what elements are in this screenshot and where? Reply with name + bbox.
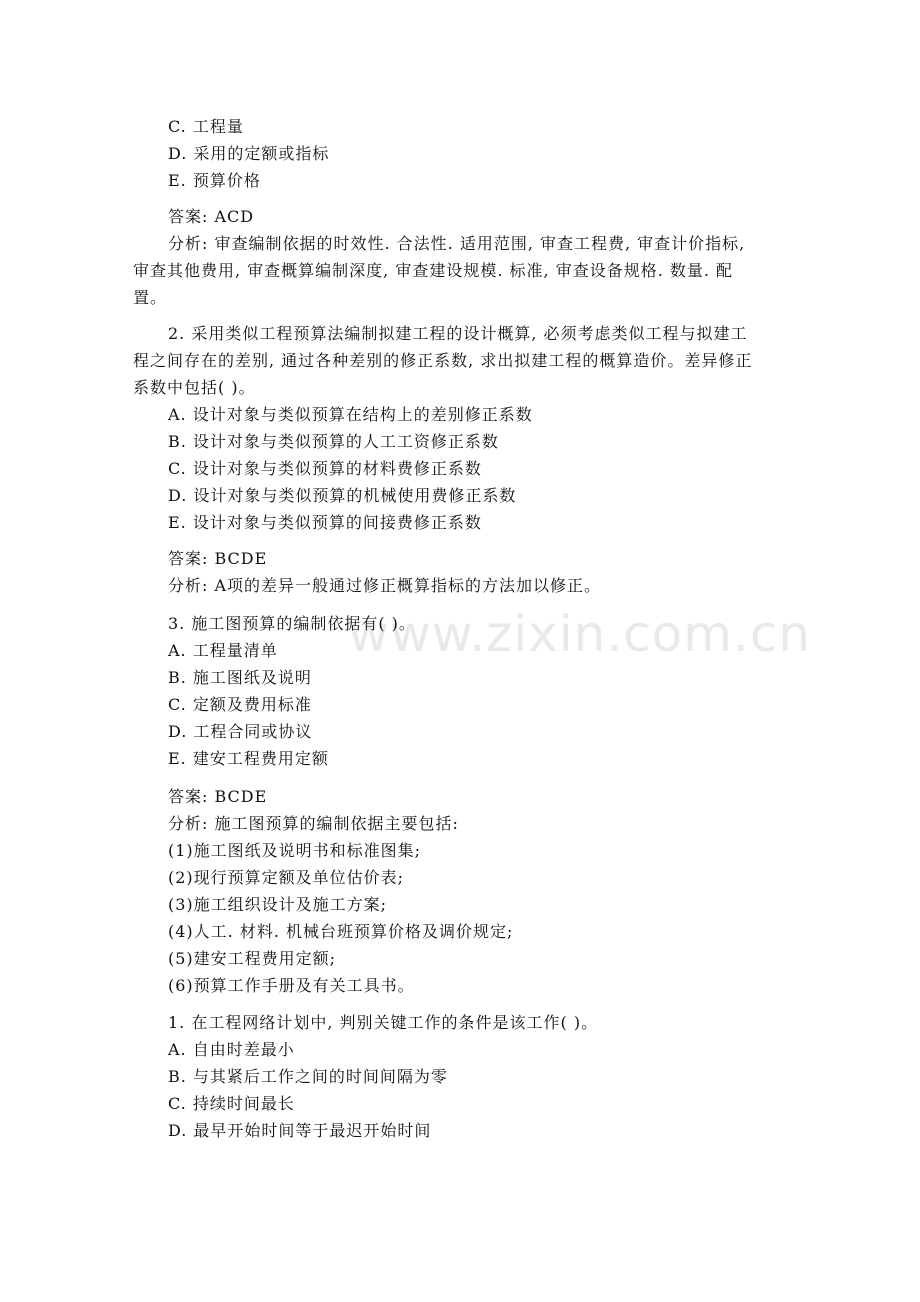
question-text: 1. 在工程网络计划中, 判别关键工作的条件是该工作( )。 <box>168 1013 599 1032</box>
question-text: 2. 采用类似工程预算法编制拟建工程的设计概算, 必须考虑类似工程与拟建工 <box>168 324 748 343</box>
option-d-text: D. 工程合同或协议 <box>168 722 313 741</box>
option-a-text: A. 工程量清单 <box>168 641 278 660</box>
option-c-text: C. 持续时间最长 <box>168 1094 295 1113</box>
option-e-text: E. 预算价格 <box>168 171 261 190</box>
watermark: www.zixin.com.cn <box>348 605 812 663</box>
analysis-text: 分析: 施工图预算的编制依据主要包括: <box>168 814 459 833</box>
analysis-text: 置。 <box>133 288 168 307</box>
option-e-text: E. 建安工程费用定额 <box>168 749 329 768</box>
analysis-text: 审查其他费用, 审查概算编制深度, 审查建设规模. 标准, 审查设备规格. 数量. 配 <box>133 261 734 280</box>
option-c-text: C. 定额及费用标准 <box>168 695 312 714</box>
option-d-text: D. 最早开始时间等于最迟开始时间 <box>168 1121 432 1140</box>
analysis-text: 分析: A项的差异一般通过修正概算指标的方法加以修正。 <box>168 576 602 595</box>
answer-text: 答案: BCDE <box>168 787 268 806</box>
answer-text: 答案: BCDE <box>168 549 268 568</box>
analysis-list-item: (3)施工组织设计及施工方案; <box>168 895 388 914</box>
analysis-list-item: (2)现行预算定额及单位估价表; <box>168 868 405 887</box>
question-text: 程之间存在的差别, 通过各种差别的修正系数, 求出拟建工程的概算造价。差异修正 <box>133 351 753 370</box>
answer-text: 答案: ACD <box>168 207 255 226</box>
question-text: 系数中包括( )。 <box>133 378 256 397</box>
analysis-list-item: (6)预算工作手册及有关工具书。 <box>168 976 415 995</box>
option-b-text: B. 设计对象与类似预算的人工工资修正系数 <box>168 432 499 451</box>
analysis-list-item: (5)建安工程费用定额; <box>168 949 337 968</box>
analysis-list-item: (4)人工. 材料. 机械台班预算价格及调价规定; <box>168 922 514 941</box>
option-b-text: B. 施工图纸及说明 <box>168 668 312 687</box>
analysis-text: 分析: 审查编制依据的时效性. 合法性. 适用范围, 审查工程费, 审查计价指标, <box>168 234 746 253</box>
analysis-list-item: (1)施工图纸及说明书和标准图集; <box>168 841 422 860</box>
option-c-text: C. 设计对象与类似预算的材料费修正系数 <box>168 459 482 478</box>
option-a-text: A. 自由时差最小 <box>168 1040 295 1059</box>
option-c-text: C. 工程量 <box>168 117 244 136</box>
option-a-text: A. 设计对象与类似预算在结构上的差别修正系数 <box>168 405 533 424</box>
question-text: 3. 施工图预算的编制依据有( )。 <box>168 614 416 633</box>
option-e-text: E. 设计对象与类似预算的间接费修正系数 <box>168 513 482 532</box>
option-d-text: D. 设计对象与类似预算的机械使用费修正系数 <box>168 486 517 505</box>
option-b-text: B. 与其紧后工作之间的时间间隔为零 <box>168 1067 448 1086</box>
option-d-text: D. 采用的定额或指标 <box>168 144 330 163</box>
